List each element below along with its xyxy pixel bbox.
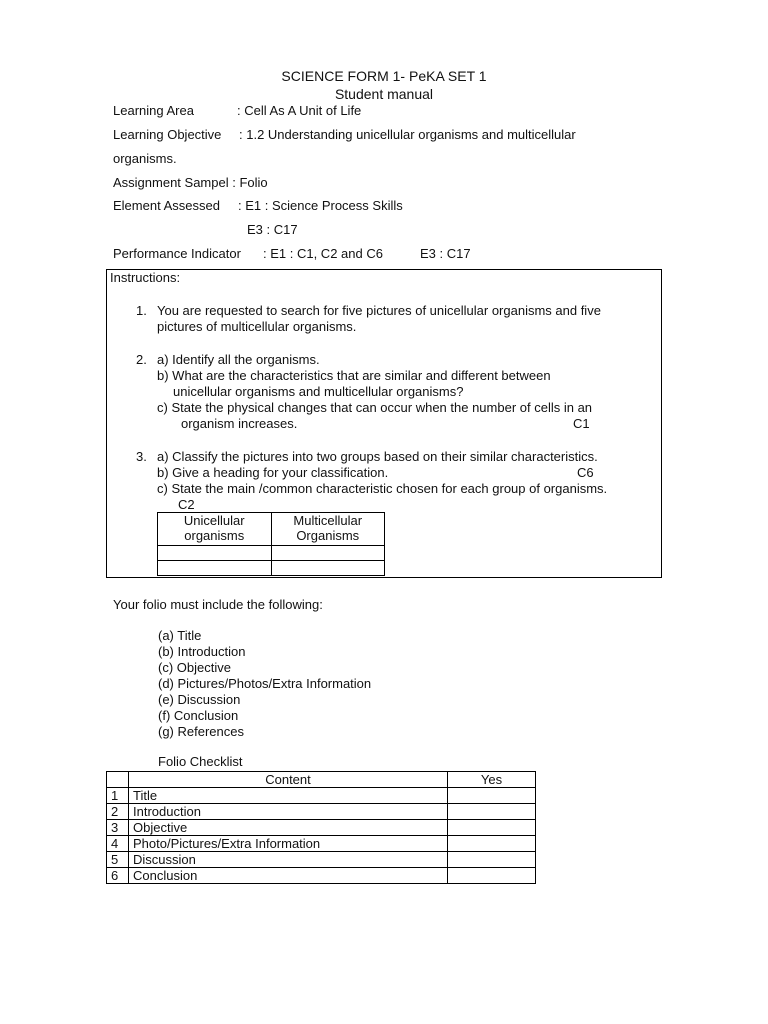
instruction-3b: b) Give a heading for your classification. [157, 465, 389, 480]
checklist-row-number: 2 [107, 804, 129, 820]
table-row [107, 772, 536, 788]
instructions-heading: Instructions: [110, 270, 181, 285]
document-title: SCIENCE FORM 1- PeKA SET 1 [281, 68, 487, 84]
learning-area-label: Learning Area [113, 103, 194, 118]
checklist-title: Folio Checklist [158, 754, 243, 769]
unicellular-header-line2: organisms [184, 528, 245, 543]
instruction-2-number: 2. [136, 352, 147, 367]
checklist-yes-cell[interactable] [448, 868, 536, 884]
table-cell [158, 546, 272, 561]
folio-item-pictures: (d) Pictures/Photos/Extra Information [158, 676, 372, 691]
instruction-2a: a) Identify all the organisms. [157, 352, 320, 367]
checklist-number-header [107, 772, 129, 788]
table-row [107, 852, 536, 868]
element-assessed-e3: E3 : C17 [247, 222, 298, 237]
folio-item-objective: (c) Objective [158, 660, 231, 675]
multicellular-header-line1: Multicellular [293, 513, 363, 528]
checklist-row-number: 6 [107, 868, 129, 884]
checklist-row-content: Photo/Pictures/Extra Information [129, 836, 448, 852]
checklist-row-number: 5 [107, 852, 129, 868]
folio-item-discussion: (e) Discussion [158, 692, 241, 707]
instruction-1-line1: You are requested to search for five pictures of unicellular organisms and five [157, 303, 601, 318]
learning-objective-continued: organisms. [113, 151, 177, 166]
instruction-3c: c) State the main /common characteristic chosen for each group of organisms. [157, 481, 608, 496]
table-cell [158, 561, 272, 576]
instruction-2-code: C1 [573, 416, 590, 431]
instruction-3b-code: C6 [577, 465, 594, 480]
folio-item-title: (a) Title [158, 628, 202, 643]
checklist-content-header: Content [129, 772, 448, 788]
table-cell [271, 561, 385, 576]
instruction-2b-line2: unicellular organisms and multicellular organisms? [173, 384, 464, 399]
instruction-2c-line1: c) State the physical changes that can occur when the number of cells in an [157, 400, 593, 415]
table-row [158, 546, 385, 561]
folio-item-introduction: (b) Introduction [158, 644, 246, 659]
learning-objective-label: Learning Objective [113, 127, 222, 142]
multicellular-header-line2: Organisms [296, 528, 360, 543]
performance-indicator-value: : E1 : C1, C2 and C6 [263, 246, 383, 261]
instruction-3-number: 3. [136, 449, 147, 464]
checklist-row-content: Conclusion [129, 868, 448, 884]
learning-area-value: : Cell As A Unit of Life [237, 103, 362, 118]
checklist-yes-cell[interactable] [448, 836, 536, 852]
checklist-yes-cell[interactable] [448, 820, 536, 836]
element-assessed-e1: : E1 : Science Process Skills [238, 198, 403, 213]
table-row [107, 820, 536, 836]
checklist-row-number: 4 [107, 836, 129, 852]
table-row [107, 788, 536, 804]
checklist-row-number: 1 [107, 788, 129, 804]
checklist-yes-cell[interactable] [448, 788, 536, 804]
table-row [158, 561, 385, 576]
checklist-yes-header: Yes [448, 772, 536, 788]
folio-item-conclusion: (f) Conclusion [158, 708, 239, 723]
document-subtitle: Student manual [334, 86, 434, 102]
folio-intro: Your folio must include the following: [113, 597, 323, 612]
table-row [107, 868, 536, 884]
checklist-row-content: Title [129, 788, 448, 804]
checklist-yes-cell[interactable] [448, 852, 536, 868]
learning-objective-value: : 1.2 Understanding unicellular organisms and multicellular [239, 127, 576, 142]
instruction-2b-line1: b) What are the characteristics that are similar and different between [157, 368, 551, 383]
assignment-sample: Assignment Sampel : Folio [113, 175, 268, 190]
element-assessed-label: Element Assessed [113, 198, 220, 213]
performance-indicator-label: Performance Indicator [113, 246, 241, 261]
checklist-yes-cell[interactable] [448, 804, 536, 820]
folio-item-references: (g) References [158, 724, 244, 739]
checklist-row-content: Introduction [129, 804, 448, 820]
instruction-3c-code: C2 [178, 497, 195, 512]
folio-checklist-table [106, 771, 536, 884]
table-row [107, 804, 536, 820]
table-cell [271, 546, 385, 561]
instruction-2c-line2: organism increases. [181, 416, 298, 431]
performance-indicator-e3: E3 : C17 [420, 246, 471, 261]
instruction-1-line2: pictures of multicellular organisms. [157, 319, 357, 334]
unicellular-header [158, 513, 272, 546]
table-row [158, 513, 385, 546]
table-row [107, 836, 536, 852]
multicellular-header [271, 513, 385, 546]
checklist-row-number: 3 [107, 820, 129, 836]
instruction-3a: a) Classify the pictures into two groups based on their similar characteristics. [157, 449, 598, 464]
unicellular-header-line1: Unicellular [183, 513, 245, 528]
instruction-1-number: 1. [136, 303, 147, 318]
checklist-row-content: Objective [129, 820, 448, 836]
classification-table [157, 512, 385, 576]
checklist-row-content: Discussion [129, 852, 448, 868]
